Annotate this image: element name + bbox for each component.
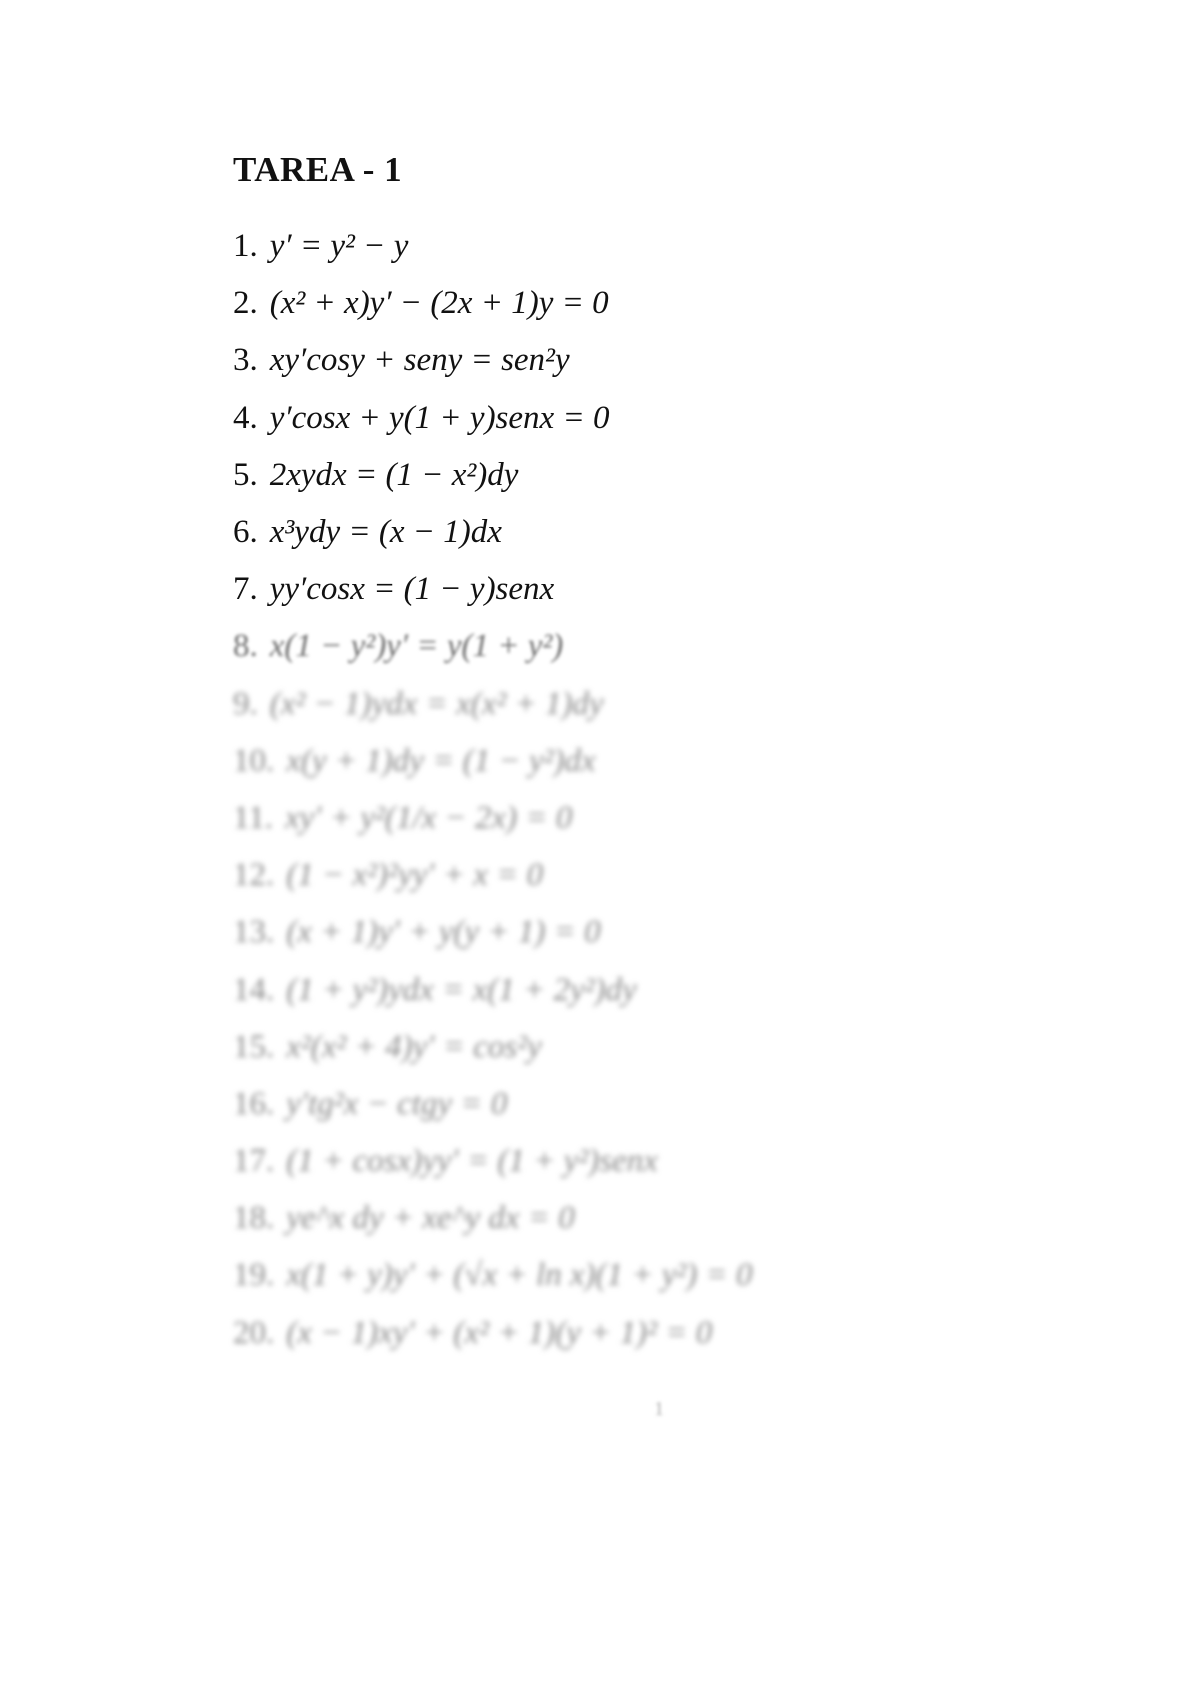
exercise-equation: xy′ + y²(1/x − 2x) = 0	[285, 799, 573, 836]
exercise-number: 2.	[233, 285, 258, 322]
page-number: 1	[654, 1398, 664, 1420]
exercise-equation: (x² + x)y′ − (2x + 1)y = 0	[269, 285, 609, 322]
exercise-equation: (x² − 1)ydx = x(x² + 1)dy	[269, 685, 604, 722]
exercise-equation: y′tg²x − ctgy = 0	[286, 1085, 508, 1122]
exercise-equation: y′ = y² − y	[269, 228, 409, 265]
exercise-equation: ye^x dy + xe^y dx = 0	[286, 1200, 575, 1237]
exercise-item-11	[233, 790, 753, 847]
exercise-number: 18.	[233, 1200, 275, 1237]
exercise-item-7	[233, 561, 753, 618]
exercise-equation: x(1 + y)y′ + (√x + ln x)(1 + y²) = 0	[286, 1257, 753, 1294]
exercise-number: 5.	[233, 456, 258, 493]
exercise-number: 4.	[233, 399, 258, 436]
exercise-item-13	[233, 904, 753, 961]
exercise-number: 9.	[233, 685, 258, 722]
exercise-item-14	[233, 961, 753, 1018]
exercise-number: 14.	[233, 971, 275, 1008]
exercise-item-5	[233, 447, 753, 504]
exercise-equation: x(1 − y²)y′ = y(1 + y²)	[269, 628, 564, 665]
exercise-number: 19.	[233, 1257, 275, 1294]
exercise-number: 11.	[233, 799, 274, 836]
exercise-item-1	[233, 218, 753, 275]
exercise-equation: 2xydx = (1 − x²)dy	[269, 456, 519, 493]
exercise-number: 3.	[233, 342, 258, 379]
exercise-list	[233, 218, 753, 1362]
exercise-equation: (1 + cosx)yy′ = (1 + y²)senx	[286, 1143, 658, 1180]
exercise-number: 6.	[233, 514, 258, 551]
exercise-equation: yy′cosx = (1 − y)senx	[269, 571, 555, 608]
exercise-number: 1.	[233, 228, 258, 265]
page-title: TAREA - 1	[233, 150, 403, 189]
exercise-number: 15.	[233, 1028, 275, 1065]
exercise-item-6	[233, 504, 753, 561]
exercise-item-19	[233, 1247, 753, 1304]
exercise-item-3	[233, 332, 753, 389]
exercise-item-10	[233, 733, 753, 790]
exercise-item-9	[233, 676, 753, 733]
exercise-item-12	[233, 847, 753, 904]
exercise-number: 12.	[233, 857, 275, 894]
exercise-equation: (x + 1)y′ + y(y + 1) = 0	[286, 914, 601, 951]
exercise-equation: (x − 1)xy′ + (x² + 1)(y + 1)² = 0	[286, 1314, 713, 1351]
exercise-number: 17.	[233, 1143, 275, 1180]
exercise-item-20	[233, 1305, 753, 1362]
exercise-equation: (1 + y²)ydx = x(1 + 2y²)dy	[286, 971, 637, 1008]
exercise-equation: xy′cosy + seny = sen²y	[269, 342, 570, 379]
exercise-number: 16.	[233, 1085, 275, 1122]
exercise-item-2	[233, 275, 753, 332]
exercise-equation: (1 − x²)²yy′ + x = 0	[286, 857, 544, 894]
exercise-equation: x³ydy = (x − 1)dx	[269, 514, 502, 551]
exercise-item-16	[233, 1076, 753, 1133]
exercise-item-15	[233, 1019, 753, 1076]
exercise-equation: x(y + 1)dy = (1 − y²)dx	[286, 742, 596, 779]
exercise-number: 13.	[233, 914, 275, 951]
exercise-number: 10.	[233, 742, 275, 779]
exercise-equation: y′cosx + y(1 + y)senx = 0	[269, 399, 610, 436]
exercise-number: 7.	[233, 571, 258, 608]
exercise-item-17	[233, 1133, 753, 1190]
exercise-number: 20.	[233, 1314, 275, 1351]
exercise-item-4	[233, 390, 753, 447]
exercise-equation: x²(x² + 4)y′ = cos²y	[286, 1028, 542, 1065]
exercise-item-8	[233, 618, 753, 675]
exercise-item-18	[233, 1190, 753, 1247]
exercise-number: 8.	[233, 628, 258, 665]
